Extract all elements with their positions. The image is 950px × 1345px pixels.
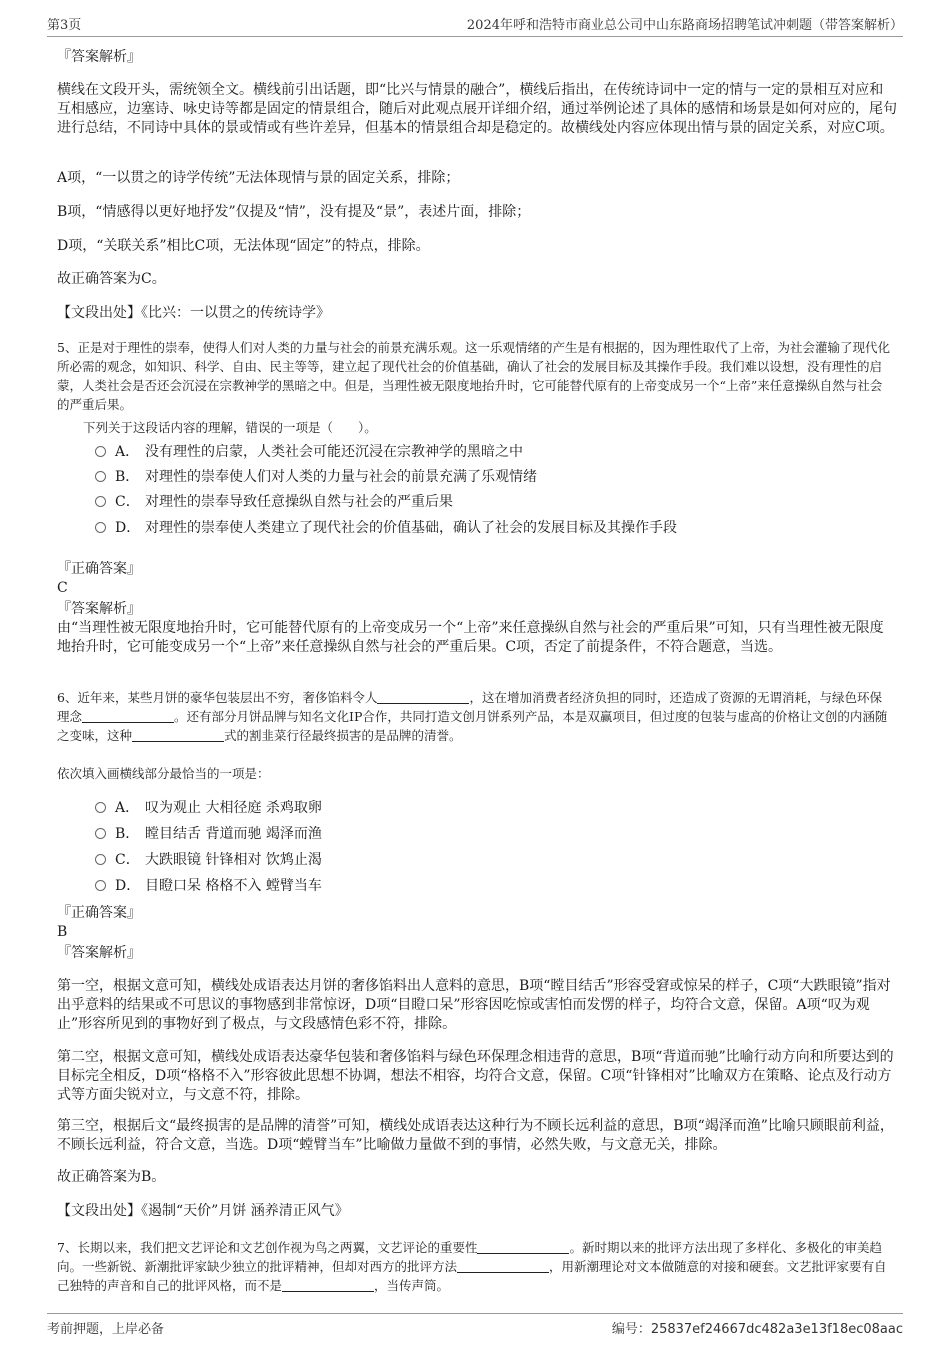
q5-option-c[interactable]: [95, 493, 453, 511]
page-header: [47, 14, 903, 37]
option-letter: C．: [115, 852, 140, 868]
q4-analysis-heading: 『答案解析』: [57, 49, 141, 65]
document-code: [612, 1318, 903, 1337]
page-footer: [47, 1313, 903, 1336]
q6-analysis-paragraph-3: 第三空，根据后文“最终损害的是品牌的清誉”可知，横线处成语表达这种行为不顾长远利益的意思，B项“竭泽而渔”比喻只顾眼前利益，不顾长远利益，符合文意，当选。D项“螳臂当车”比喻做力量做不到的事情，必然失败，与文意无关，排除。: [57, 1118, 894, 1153]
radio-icon[interactable]: [95, 496, 106, 507]
q6-stem-part: ，这在增加消费者经济负担的同时，还造成了资源的无谓消耗，与绿色环保理念: [57, 690, 882, 724]
q5-option-b[interactable]: [95, 468, 537, 486]
q6-stem-part: 6、近年来，某些月饼的豪华包装层出不穷，奢侈馅料令人: [57, 690, 378, 705]
q6-option-d[interactable]: [95, 877, 322, 895]
q7-stem-part: ，用新潮理论对文本做随意的对接和硬套。文艺批评家要有自己独特的声音和自己的批评风格，而不是: [57, 1259, 887, 1293]
fill-blank: [457, 1259, 549, 1273]
q5-option-d[interactable]: [95, 519, 677, 537]
option-letter: A．: [115, 444, 140, 460]
q6-option-c[interactable]: [95, 851, 322, 869]
q7-stem-part: 7、长期以来，我们把文艺评论和文艺创作视为鸟之两翼，文艺评论的重要性: [57, 1240, 478, 1255]
q5-answer: C: [57, 580, 68, 596]
option-letter: D．: [115, 878, 141, 894]
fill-blank: [282, 1278, 374, 1292]
q5-stem: 5、正是对于理性的崇奉，使得人们对人类的力量与社会的前景充满乐观。这一乐观情绪的产生是有根据的，因为理性取代了上帝，为社会灌输了现代化所必需的观念，如知识、科学、自由、民主等等，建立起了现代社会的价值基础，确认了社会的发展目标及其操作手段。我们难以设想，没有理性的启蒙，人类社会是否还会沉浸在宗教神学的黑暗之中。但是，当理性被无限度地抬升时，它可能替代原有的上帝变成另一个“上帝”来任意操纵自然与社会的严重后果。: [57, 340, 890, 412]
option-letter: A．: [115, 800, 140, 816]
q5-analysis: 由“当理性被无限度地抬升时，它可能替代原有的上帝变成另一个“上帝”来任意操纵自然与社会的严重后果”可知，只有当理性被无限度地抬升时，它可能变成另一个“上帝”来任意操纵自然与社会的严重后果。C项，否定了前提条件，不符合题意，当选。: [57, 620, 884, 655]
option-text: 目瞪口呆 格格不入 螳臂当车: [145, 878, 322, 894]
q7-stem: [57, 1238, 893, 1295]
q6-analysis-heading: 『答案解析』: [57, 945, 141, 961]
radio-icon[interactable]: [95, 471, 106, 482]
code-value: 25837ef24667dc482a3e13f18ec08aac: [650, 1322, 903, 1337]
q6-stem: [57, 688, 893, 745]
option-letter: C．: [115, 494, 140, 510]
fill-blank: [132, 728, 224, 742]
radio-icon[interactable]: [95, 854, 106, 865]
code-label: 编号：: [611, 1322, 651, 1337]
q5-analysis-heading: 『答案解析』: [57, 601, 141, 617]
radio-icon[interactable]: [95, 446, 106, 457]
q4-conclusion: 故正确答案为C。: [57, 271, 166, 287]
option-text: 对理性的崇奉使人类建立了现代社会的价值基础，确认了社会的发展目标及其操作手段: [145, 520, 677, 536]
q4-analysis-paragraph: 横线在文段开头，需统领全文。横线前引出话题，即“比兴与情景的融合”，横线后指出，在传统诗词中一定的情与一定的景相互对应和互相感应，边塞诗、咏史诗等都是固定的情景组合，随后对此观点展开详细介绍，通过举例论述了具体的感情和场景是如何对应的，尾句进行总结，不同诗中具体的景或情或有些许差异，但基本的情景组合却是稳定的。故横线处内容应体现出情与景的固定关系，对应C项。: [57, 82, 897, 136]
radio-icon[interactable]: [95, 828, 106, 839]
q6-prompt: 依次填入画横线部分最恰当的一项是：: [57, 766, 270, 781]
fill-blank: [477, 1240, 569, 1254]
q7-stem-part: 。新时期以来的批评方法出现了多样化、多极化的审美趋向。一些新锐、新潮批评家缺少独立的批评精神，但却对西方的批评方法: [57, 1240, 882, 1274]
q6-source: 【文段出处】《遏制“天价”月饼 涵养清正风气》: [57, 1203, 349, 1219]
option-letter: D．: [115, 520, 141, 536]
q4-analysis-option-d: D项，“关联关系”相比C项，无法体现“固定”的特点，排除。: [57, 238, 430, 254]
option-text: 大跌眼镜 针锋相对 饮鸩止渴: [145, 852, 322, 868]
option-text: 没有理性的启蒙，人类社会可能还沉浸在宗教神学的黑暗之中: [145, 444, 523, 460]
radio-icon[interactable]: [95, 802, 106, 813]
document-title: 2024年呼和浩特市商业总公司中山东路商场招聘笔试冲刺题（带答案解析）: [466, 18, 903, 33]
q4-analysis-option-a: A项，“一以贯之的诗学传统”无法体现情与景的固定关系，排除；: [57, 170, 460, 186]
q6-stem-part: 。还有部分月饼品牌与知名文化IP合作，共同打造文创月饼系列产品，本是双赢项目，但过度的包装与虚高的价格让文创的内涵随之变味，这种: [57, 709, 888, 743]
option-text: 对理性的崇奉使人们对人类的力量与社会的前景充满了乐观情绪: [145, 469, 537, 485]
option-letter: B．: [115, 469, 140, 485]
q6-option-a[interactable]: [95, 799, 322, 817]
q5-prompt: 下列关于这段话内容的理解，错误的一项是（ ）。: [83, 420, 377, 435]
q6-analysis-paragraph-2: 第二空，根据文意可知，横线处成语表达豪华包装和奢侈馅料与绿色环保理念相违背的意思，B项“背道而驰”比喻行动方向和所要达到的目标完全相反，D项“格格不入”形容彼此思想不协调，想法不相容，均符合文意，保留。C项“针锋相对”比喻双方在策略、论点及行动方式等方面尖锐对立，与文意不符，排除。: [57, 1049, 894, 1103]
q5-answer-heading: 『正确答案』: [57, 561, 141, 577]
q6-answer-heading: 『正确答案』: [57, 905, 141, 921]
option-text: 瞠目结舌 背道而驰 竭泽而渔: [145, 826, 322, 842]
q5-option-a[interactable]: [95, 443, 523, 461]
footer-slogan: 考前押题，上岸必备: [47, 1322, 165, 1337]
option-text: 对理性的崇奉导致任意操纵自然与社会的严重后果: [145, 494, 453, 510]
q6-answer: B: [57, 924, 68, 940]
q4-source: 【文段出处】《比兴：一以贯之的传统诗学》: [57, 305, 330, 321]
q6-analysis-paragraph-1: 第一空，根据文意可知，横线处成语表达月饼的奢侈馅料出人意料的意思，B项“瞠目结舌”形容受窘或惊呆的样子，C项“大跌眼镜”指对出乎意料的结果或不可思议的事物感到非常惊讶，D项“目瞪口呆”形容因吃惊或害怕而发愣的样子，均符合文意，保留。A项“叹为观止”形容所见到的事物好到了极点，与文段感情色彩不符，排除。: [57, 978, 891, 1032]
q7-stem-part: ，当传声筒。: [374, 1278, 450, 1293]
fill-blank: [82, 709, 174, 723]
option-text: 叹为观止 大相径庭 杀鸡取卵: [145, 800, 322, 816]
q6-option-b[interactable]: [95, 825, 322, 843]
q6-stem-part: 式的割韭菜行径最终损害的是品牌的清誉。: [224, 728, 462, 743]
radio-icon[interactable]: [95, 880, 106, 891]
radio-icon[interactable]: [95, 522, 106, 533]
q4-analysis-option-b: B项，“情感得以更好地抒发”仅提及“情”，没有提及“景”，表述片面，排除；: [57, 204, 531, 220]
fill-blank: [377, 690, 469, 704]
page-number: 第3页: [47, 18, 82, 33]
q6-conclusion: 故正确答案为B。: [57, 1169, 166, 1185]
option-letter: B．: [115, 826, 140, 842]
